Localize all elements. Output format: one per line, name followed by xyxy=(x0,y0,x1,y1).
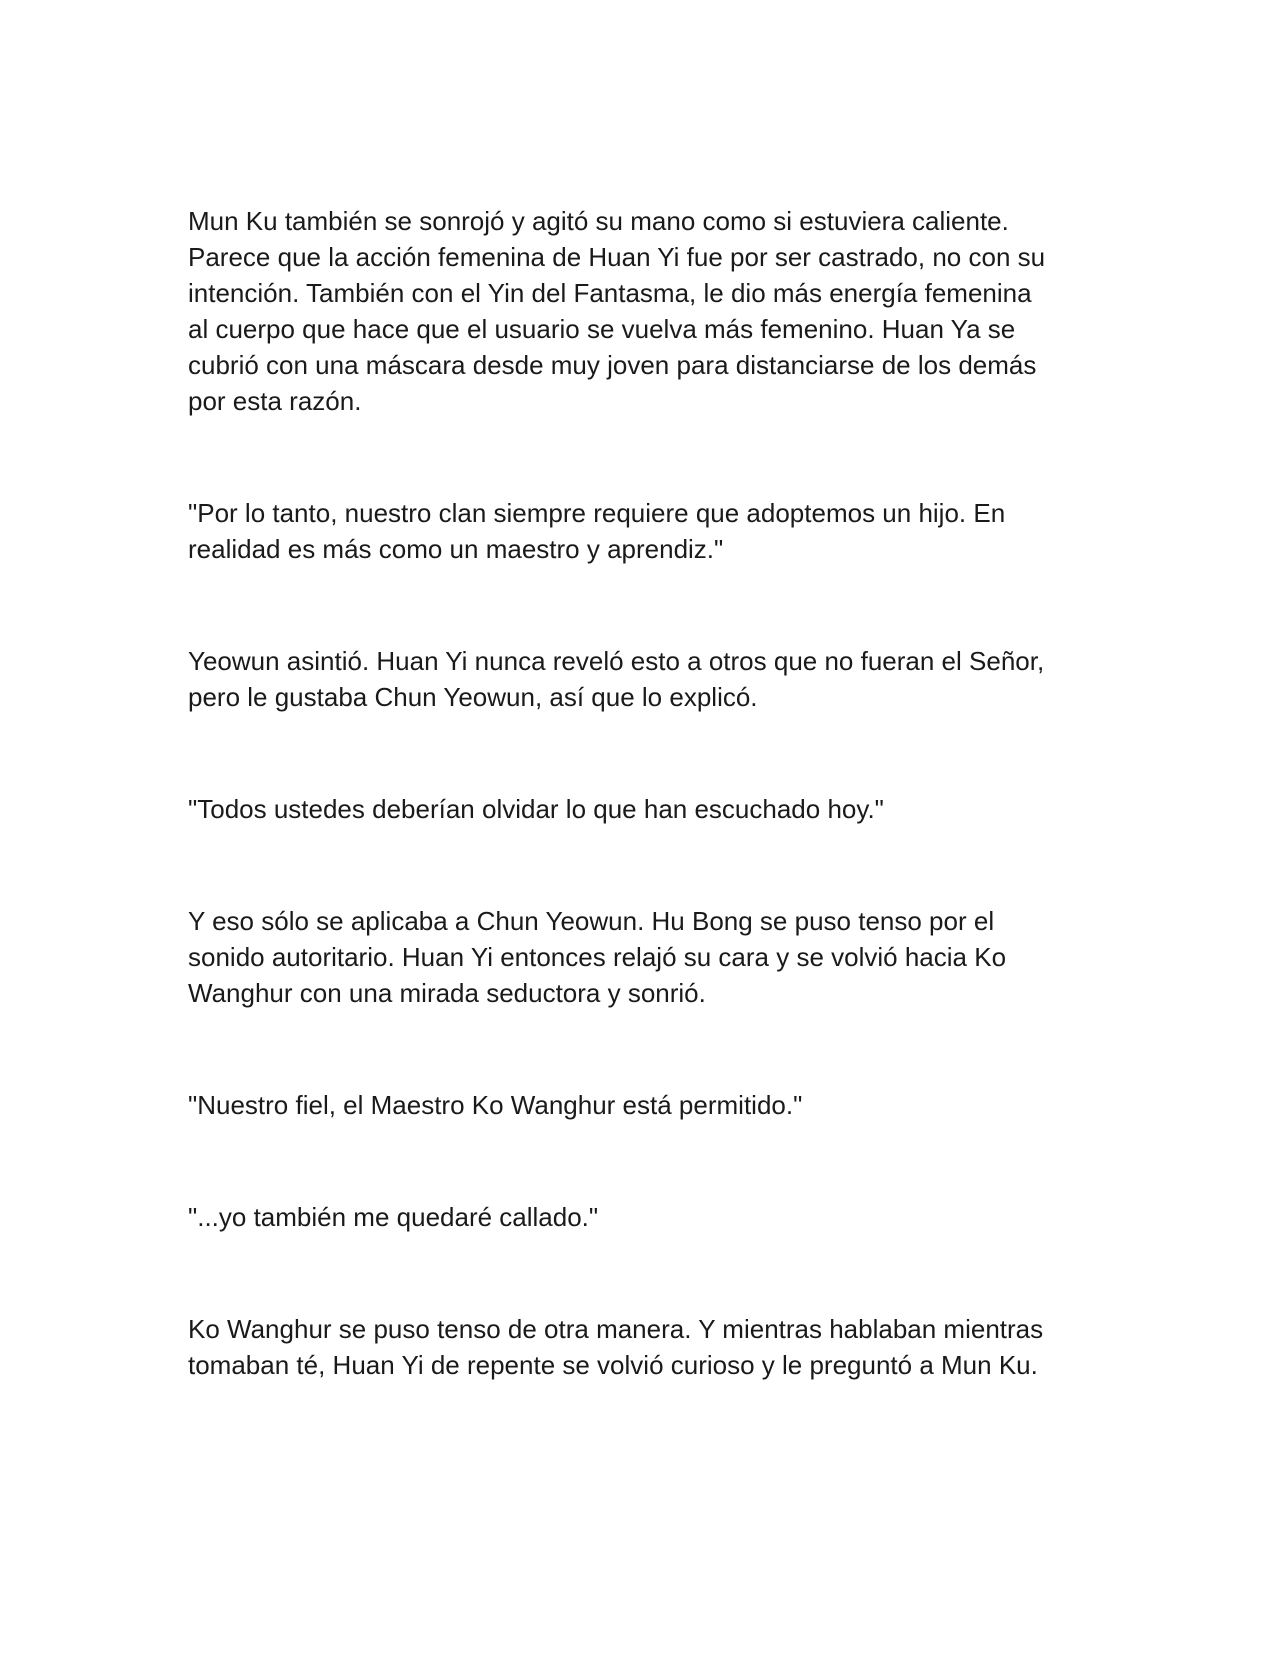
paragraph-6: "Nuestro fiel, el Maestro Ko Wanghur está permitido." xyxy=(188,1090,803,1120)
paragraph-2: "Por lo tanto, nuestro clan siempre requiere que adoptemos un hijo. En realidad es más como un maestro y aprendiz." xyxy=(188,498,1006,564)
paragraph-gap xyxy=(188,1011,1088,1087)
paragraph-gap xyxy=(188,567,1088,643)
paragraph-gap xyxy=(188,419,1088,495)
paragraph-8: Ko Wanghur se puso tenso de otra manera. Y mientras hablaban mientras tomaban té, Huan Yi de repente se volvió curioso y le preguntó a Mun Ku. xyxy=(188,1314,1044,1380)
paragraph-7: "...yo también me quedaré callado." xyxy=(188,1202,599,1232)
document-body xyxy=(188,203,1088,1383)
paragraph-3: Yeowun asintió. Huan Yi nunca reveló esto a otros que no fueran el Señor, pero le gustaba Chun Yeowun, así que lo explicó. xyxy=(188,646,1045,712)
paragraph-gap xyxy=(188,715,1088,791)
paragraph-gap xyxy=(188,1123,1088,1199)
paragraph-1: Mun Ku también se sonrojó y agitó su mano como si estuviera caliente. Parece que la acción femenina de Huan Yi fue por ser castrado, no con su intención. También con el Yin del Fantasma, le dio más energía femenina al cuerpo que hace que el usuario se vuelva más femenino. Huan Ya se cubrió con una máscara desde muy joven para distanciarse de los demás por esta razón. xyxy=(188,206,1046,416)
paragraph-5: Y eso sólo se aplicaba a Chun Yeowun. Hu Bong se puso tenso por el sonido autoritario. Huan Yi entonces relajó su cara y se volvió hacia Ko Wanghur con una mirada seductora y sonrió. xyxy=(188,906,1007,1008)
paragraph-gap xyxy=(188,1235,1088,1311)
paragraph-4: "Todos ustedes deberían olvidar lo que han escuchado hoy." xyxy=(188,794,884,824)
paragraph-gap xyxy=(188,827,1088,903)
